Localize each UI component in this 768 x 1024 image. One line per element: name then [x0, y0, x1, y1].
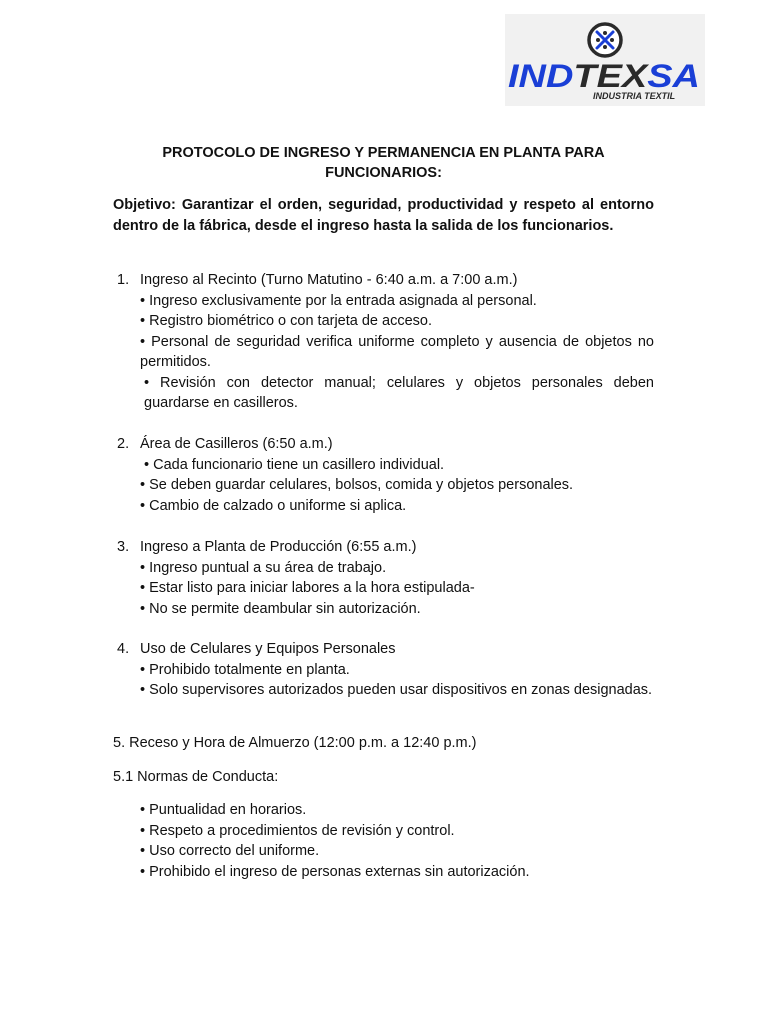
section-number: 3.	[117, 539, 130, 555]
list-item: • Ingreso puntual a su área de trabajo.	[140, 559, 387, 576]
section-1	[113, 270, 654, 414]
section-number: 4.	[117, 641, 130, 657]
list-item: • Revisión con detector manual; celulares y objetos personales deben guardarse en casilleros.	[144, 374, 654, 411]
list-item: • Prohibido el ingreso de personas externas sin autorización.	[140, 863, 530, 880]
section-number: 1.	[117, 272, 130, 288]
list-item: • Uso correcto del uniforme.	[140, 843, 320, 859]
title-line-1: PROTOCOLO DE INGRESO Y PERMANENCIA EN PLANTA PARA	[162, 145, 605, 161]
list-item: • Ingreso exclusivamente por la entrada asignada al personal.	[140, 292, 537, 309]
section-heading: Uso de Celulares y Equipos Personales	[140, 641, 396, 657]
list-item: • Cada funcionario tiene un casillero individual.	[144, 456, 445, 473]
title-line-2: FUNCIONARIOS:	[325, 165, 442, 181]
section-heading: Ingreso a Planta de Producción (6:55 a.m.)	[140, 539, 417, 555]
list-item: • Estar listo para iniciar labores a la hora estipulada-	[140, 580, 475, 596]
section-number: 2.	[117, 436, 130, 452]
list-item: • Personal de seguridad verifica uniforme completo y ausencia de objetos no permitidos.	[140, 333, 654, 370]
list-item: • Prohibido totalmente en planta.	[140, 661, 350, 678]
section-5-heading: 5. Receso y Hora de Almuerzo (12:00 p.m. a 12:40 p.m.)	[113, 735, 477, 751]
indtexsa-logo-graphic	[505, 14, 705, 106]
list-item: • Se deben guardar celulares, bolsos, comida y objetos personales.	[140, 477, 574, 493]
section-4	[113, 639, 654, 701]
section-5-1-heading: 5.1 Normas de Conducta:	[113, 769, 279, 785]
list-item: • Cambio de calzado o uniforme si aplica.	[140, 497, 407, 514]
list-item: • Solo supervisores autorizados pueden usar dispositivos en zonas designadas.	[140, 682, 653, 698]
conduct-list	[140, 800, 654, 882]
objective-paragraph: Objetivo: Garantizar el orden, seguridad, productividad y respeto al entorno dentro de la fábrica, desde el ingreso hasta la salida de los funcionarios.	[113, 197, 654, 234]
list-item: • Registro biométrico o con tarjeta de acceso.	[140, 313, 432, 329]
section-2	[113, 434, 654, 516]
logo-brand-text: IND TEX SA	[508, 58, 692, 94]
section-heading: Área de Casilleros (6:50 a.m.)	[140, 436, 333, 452]
section-3	[113, 537, 654, 619]
logo-tagline-text: INDUSTRIA TEXTIL	[593, 91, 676, 101]
list-item: • No se permite deambular sin autorización.	[140, 600, 421, 617]
document-title	[113, 143, 654, 183]
company-logo	[505, 14, 705, 106]
list-item: • Respeto a procedimientos de revisión y control.	[140, 822, 455, 839]
list-item: • Puntualidad en horarios.	[140, 802, 307, 818]
section-heading: Ingreso al Recinto (Turno Matutino - 6:40 a.m. a 7:00 a.m.)	[140, 272, 518, 288]
